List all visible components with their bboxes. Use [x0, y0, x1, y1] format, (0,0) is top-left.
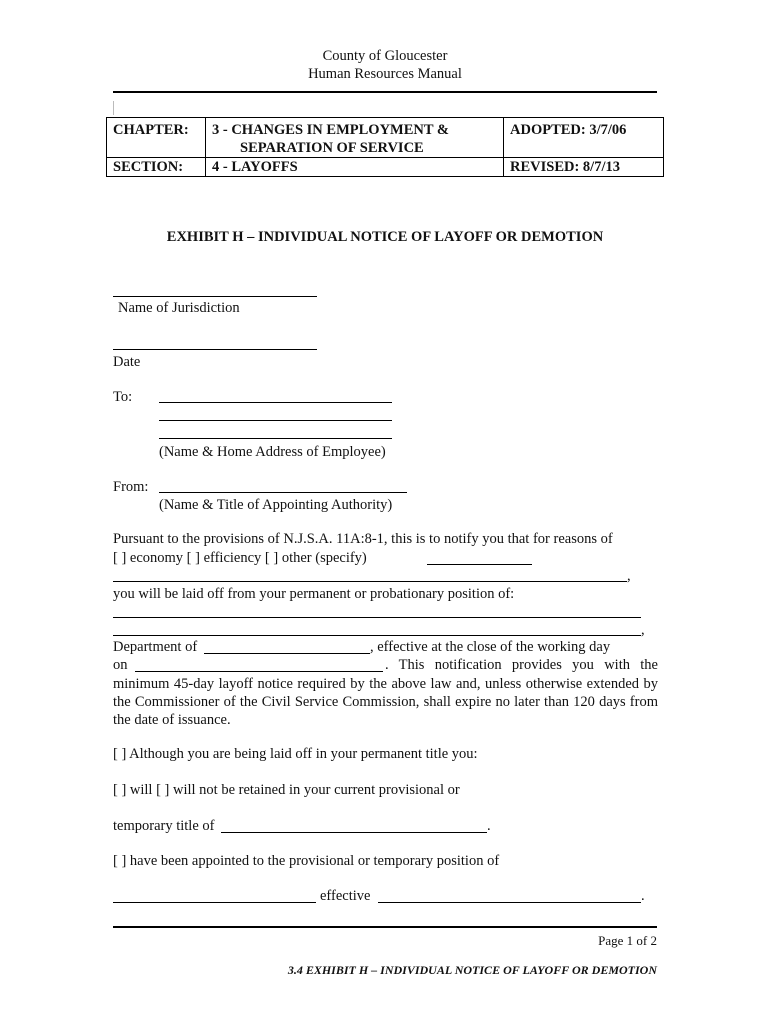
notification-text: . This notification provides you with the — [385, 657, 658, 673]
info-table — [106, 117, 664, 177]
laid-off-text: you will be laid off from your permanent or probationary position of: — [113, 586, 515, 602]
on-label: on — [113, 657, 128, 673]
header-rule — [113, 91, 657, 93]
footer-doc-title: 3.4 EXHIBIT H – INDIVIDUAL NOTICE OF LAYOFF OR DEMOTION — [287, 963, 657, 977]
pursuant-text: Pursuant to the provisions of N.J.S.A. 11A:8-1, this is to notify you that for reasons of — [113, 531, 613, 547]
cursor-mark — [113, 101, 114, 115]
position-comma: , — [641, 622, 645, 638]
page-number: Page 1 of 2 — [598, 933, 657, 948]
effective-period: . — [641, 888, 645, 904]
from-label: From: — [113, 479, 149, 495]
temporary-title-line[interactable] — [221, 832, 487, 833]
reasons-comma: , — [627, 568, 631, 584]
reasons-text: [ ] economy [ ] efficiency [ ] other (specify) — [113, 550, 367, 566]
footer-rule — [113, 926, 657, 928]
employee-line-3[interactable] — [159, 438, 392, 439]
position-line-2[interactable] — [113, 635, 641, 636]
reasons-line-2[interactable] — [113, 581, 627, 582]
to-label: To: — [113, 389, 133, 405]
temporary-title-period: . — [487, 818, 491, 834]
employee-line-1[interactable] — [159, 402, 392, 403]
revised-date: REVISED: 8/7/13 — [504, 158, 664, 177]
on-date-line[interactable] — [135, 671, 383, 672]
jurisdiction-line[interactable] — [113, 296, 317, 297]
page-title: EXHIBIT H – INDIVIDUAL NOTICE OF LAYOFF OR DEMOTION — [166, 229, 604, 245]
notice-paragraph: minimum 45-day layoff notice required by the above law and, unless otherwise extended by the Commissioner of the Civil Service Commission, shall expire no later than 120 days from the date of issuance. — [113, 676, 658, 728]
chapter-value — [206, 118, 504, 158]
header-org: County of Gloucester — [322, 48, 448, 64]
will-text: [ ] will [ ] will not be retained in your current provisional or — [113, 782, 460, 798]
date-label: Date — [113, 354, 141, 370]
effective-close-text: , effective at the close of the working day — [370, 639, 611, 655]
department-line[interactable] — [204, 653, 370, 654]
authority-caption: (Name & Title of Appointing Authority) — [159, 497, 393, 513]
chapter-value-line2: SEPARATION OF SERVICE — [240, 140, 424, 156]
effective-date-line[interactable] — [378, 902, 641, 903]
authority-line[interactable] — [159, 492, 407, 493]
although-text: [ ] Although you are being laid off in your permanent title you: — [113, 746, 478, 762]
chapter-value-line1: 3 - CHANGES IN EMPLOYMENT & — [212, 122, 449, 138]
other-specify-line[interactable] — [427, 564, 532, 565]
appointed-position-line[interactable] — [113, 902, 316, 903]
employee-line-2[interactable] — [159, 420, 392, 421]
employee-caption: (Name & Home Address of Employee) — [159, 444, 386, 460]
position-line-1[interactable] — [113, 617, 641, 618]
section-value: 4 - LAYOFFS — [206, 158, 504, 177]
header-manual: Human Resources Manual — [308, 66, 462, 82]
adopted-date: ADOPTED: 3/7/06 — [504, 118, 664, 158]
effective-label: effective — [320, 888, 371, 904]
appointed-text: [ ] have been appointed to the provisional or temporary position of — [113, 853, 500, 869]
jurisdiction-label: Name of Jurisdiction — [118, 300, 240, 316]
temporary-title-label: temporary title of — [113, 818, 215, 834]
section-label: SECTION: — [107, 158, 206, 177]
date-line[interactable] — [113, 349, 317, 350]
department-of-label: Department of — [113, 639, 198, 655]
chapter-label: CHAPTER: — [107, 118, 206, 158]
